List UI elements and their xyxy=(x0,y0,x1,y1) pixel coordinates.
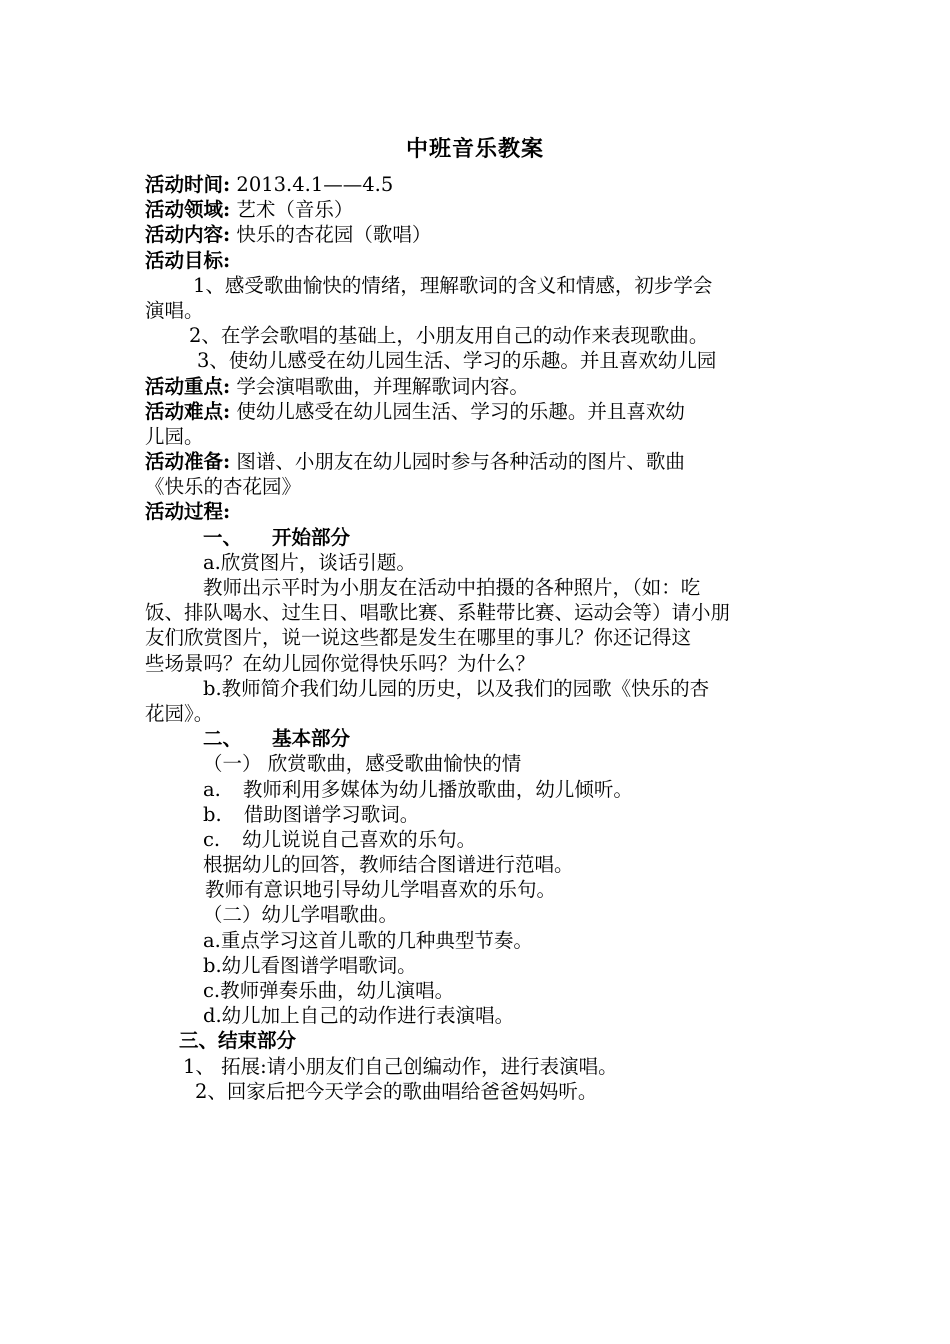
preparation-value-line-2: 《快乐的杏花园》 xyxy=(145,475,302,499)
part-2-item-b-marker: b. xyxy=(203,802,222,826)
part-1-item-b-line-1: b.教师简介我们幼儿园的历史，以及我们的园歌《快乐的杏 xyxy=(203,676,710,700)
document-body xyxy=(145,172,810,1104)
preparation-value-line-1: 图谱、小朋友在幼儿园时参与各种活动的图片、歌曲 xyxy=(236,450,685,474)
activity-content-label: 活动内容: xyxy=(145,223,231,247)
part-2-sub-2-item-d: d.幼儿加上自己的动作进行表演唱。 xyxy=(203,1004,515,1028)
part-1-para-line-4: 些场景吗？在幼儿园你觉得快乐吗？为什么？ xyxy=(145,651,536,675)
part-2-item-a xyxy=(145,777,810,802)
activity-content-row xyxy=(145,222,810,247)
part-1-para-line-2: 饭、排队喝水、过生日、唱歌比赛、系鞋带比赛、运动会等）请小朋 xyxy=(145,601,731,625)
part-1-heading xyxy=(145,525,810,550)
part-2-item-c-marker: c. xyxy=(203,827,221,851)
part-2-item-b-text: 借助图谱学习歌词。 xyxy=(243,802,420,826)
process-row xyxy=(145,499,810,524)
difficulty-row xyxy=(145,399,810,424)
activity-time-label: 活动时间: xyxy=(145,173,231,196)
part-2-item-c xyxy=(145,827,810,852)
key-point-value: 学会演唱歌曲，并理解歌词内容。 xyxy=(236,374,529,398)
part-1-title: 开始部分 xyxy=(272,525,351,549)
part-2-sub-1: （一） 欣赏歌曲，感受歌曲愉快的情 xyxy=(203,752,522,776)
preparation-row xyxy=(145,449,810,474)
activity-goals-row xyxy=(145,248,810,273)
part-2-sub-2-item-b: b.幼儿看图谱学唱歌词。 xyxy=(203,953,417,977)
key-point-row xyxy=(145,374,810,399)
activity-domain-row xyxy=(145,197,810,222)
part-2-sub-2: （二）幼儿学唱歌曲。 xyxy=(203,903,399,927)
part-2-guide-line: 教师有意识地引导幼儿学唱喜欢的乐句。 xyxy=(205,878,557,902)
part-1-item-b-line-2: 花园》。 xyxy=(145,701,214,725)
part-1-number: 一、 xyxy=(203,525,243,549)
process-label: 活动过程: xyxy=(145,500,231,524)
part-2-number: 二、 xyxy=(203,727,243,751)
activity-domain-label: 活动领域: xyxy=(145,198,231,222)
part-3-item-2: 2、回家后把今天学会的歌曲唱给爸爸妈妈听。 xyxy=(195,1079,598,1103)
part-2-sub-2-item-c: c.教师弹奏乐曲，幼儿演唱。 xyxy=(203,979,455,1002)
goal-1-line-2: 演唱。 xyxy=(145,298,204,322)
part-2-item-c-text: 幼儿说说自己喜欢的乐句。 xyxy=(242,827,477,851)
activity-domain-value: 艺术（音乐） xyxy=(236,198,354,222)
part-2-reply-line: 根据幼儿的回答，教师结合图谱进行范唱。 xyxy=(203,853,574,877)
activity-time-row xyxy=(145,172,810,197)
preparation-label: 活动准备: xyxy=(145,450,231,474)
part-2-item-a-text: 教师利用多媒体为幼儿播放歌曲，幼儿倾听。 xyxy=(242,777,633,801)
part-2-heading xyxy=(145,726,810,751)
part-1-para-line-3: 友们欣赏图片，说一说这些都是发生在哪里的事儿？你还记得这 xyxy=(145,626,692,650)
part-3-heading: 三、结束部分 xyxy=(179,1029,297,1053)
key-point-label: 活动重点: xyxy=(145,374,231,398)
part-1-para-line-1: 教师出示平时为小朋友在活动中拍摄的各种照片，（如：吃 xyxy=(203,576,701,599)
part-2-title: 基本部分 xyxy=(272,727,351,751)
part-2-item-b xyxy=(145,802,810,827)
activity-time-value: 2013.4.1——4.5 xyxy=(236,173,394,196)
difficulty-value-line-1: 使幼儿感受在幼儿园生活、学习的乐趣。并且喜欢幼 xyxy=(236,399,685,423)
part-1-item-a: a.欣赏图片，谈话引题。 xyxy=(203,550,416,574)
part-2-sub-2-item-a: a.重点学习这首儿歌的几种典型节奏。 xyxy=(203,928,533,952)
difficulty-label: 活动难点: xyxy=(145,399,231,423)
goal-2: 2、在学会歌唱的基础上，小朋友用自己的动作来表现歌曲。 xyxy=(189,324,709,348)
part-2-item-a-marker: a. xyxy=(203,777,221,801)
goal-1-line-1: 1、感受歌曲愉快的情绪，理解歌词的含义和情感，初步学会 xyxy=(193,273,713,297)
activity-content-value: 快乐的杏花园（歌唱） xyxy=(236,223,432,247)
part-3-item-1: 1、 拓展:请小朋友们自己创编动作，进行表演唱。 xyxy=(183,1054,618,1078)
goal-3: 3、使幼儿感受在幼儿园生活、学习的乐趣。并且喜欢幼儿园 xyxy=(197,349,717,373)
activity-goals-label: 活动目标: xyxy=(145,248,231,272)
document-title: 中班音乐教案 xyxy=(405,136,544,162)
difficulty-value-line-2: 儿园。 xyxy=(145,424,204,448)
